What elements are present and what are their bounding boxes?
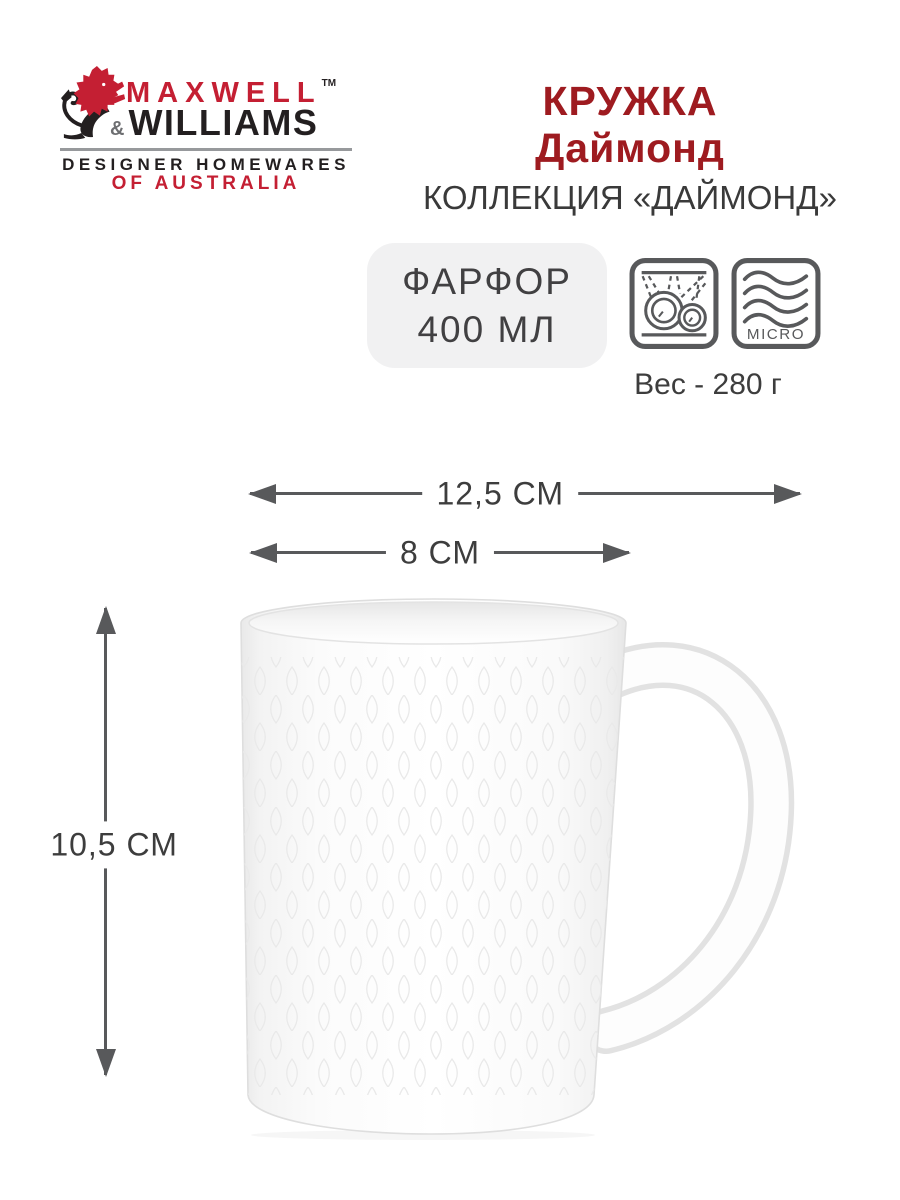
brand-tagline: DESIGNER HOMEWARES	[62, 155, 350, 174]
brand-trademark: TM	[321, 78, 337, 89]
dimension-arrow-outer-width	[250, 474, 800, 511]
brand-origin: OF AUSTRALIA	[111, 173, 301, 194]
brand-wordmark-williams: WILLIAMS	[128, 102, 319, 143]
inner-width-label: 8 СМ	[386, 531, 494, 574]
material-volume-badge	[367, 243, 607, 368]
brand-logo	[60, 60, 352, 192]
product-title-line2: Даймонд	[535, 125, 725, 171]
mug-body	[241, 599, 631, 1134]
outer-width-label: 12,5 СМ	[422, 472, 578, 515]
logo-divider	[60, 148, 352, 151]
weight-label: Вес - 280 г	[634, 368, 782, 401]
microwave-safe-icon	[730, 257, 822, 350]
mug-handle	[606, 665, 771, 1031]
collection-subtitle: КОЛЛЕКЦИЯ «ДАЙМОНД»	[423, 179, 837, 216]
brand-wordmark-maxwell: MAXWELL	[126, 77, 322, 109]
product-title-line1: КРУЖКА	[542, 78, 718, 124]
dimension-arrow-inner-width	[251, 533, 629, 570]
brand-ampersand: &	[110, 118, 125, 140]
height-label: 10,5 СМ	[42, 821, 186, 868]
material-label: ФАРФОР	[402, 260, 572, 302]
brand-wordmark-line2	[110, 102, 319, 143]
dimension-arrow-height	[50, 608, 178, 1075]
microwave-label: MICRO	[746, 325, 806, 343]
volume-label: 400 МЛ	[417, 308, 557, 350]
product-title-block	[412, 78, 848, 216]
mug-photo	[228, 583, 808, 1163]
dishwasher-safe-icon	[628, 257, 720, 350]
